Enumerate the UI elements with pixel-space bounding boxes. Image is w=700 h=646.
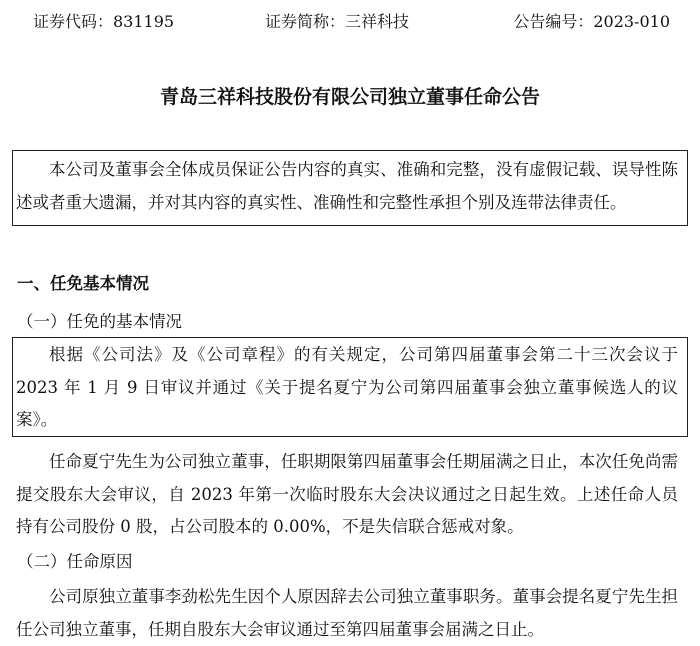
- statement-text: 本公司及董事会全体成员保证公告内容的真实、准确和完整，没有虚假记载、误导性陈述或者重大遗漏，并对其内容的真实性、准确性和完整性承担个别及连带法律责任。: [16, 160, 678, 212]
- stock-code: 证券代码：831195: [33, 12, 175, 31]
- document-title: 青岛三祥科技股份有限公司独立董事任命公告: [159, 86, 540, 108]
- reason-paragraph: 公司原独立董事李劲松先生因个人原因辞去公司独立董事职务。董事会提名夏宁先生担任公司独立董事，任期自股东大会审议通过至第四届董事会届满之日止。: [16, 587, 678, 639]
- section-heading-1: 一、任免基本情况: [17, 274, 149, 293]
- subsection-heading-2: （二）任命原因: [17, 552, 133, 571]
- stock-abbreviation: 证券简称：三祥科技: [265, 12, 410, 31]
- document-header: [33, 9, 670, 35]
- appointment-paragraph: 任命夏宁先生为公司独立董事，任职期限第四届董事会任期届满之日止，本次任免尚需提交股东大会审议，自 2023 年第一次临时股东大会决议通过之日起生效。上述任命人员持有公司股份 0 股，占公司股本的 0.00%，不是失信联合惩戒对象。: [16, 452, 678, 536]
- announcement-number: 公告编号：2023-010: [513, 12, 670, 31]
- resolution-paragraph: 根据《公司法》及《公司章程》的有关规定，公司第四届董事会第二十三次会议于 2023 年 1 月 9 日审议并通过《关于提名夏宁为公司第四届董事会独立董事候选人的议案》。: [16, 345, 678, 429]
- subsection-heading-1: （一）任免的基本情况: [17, 312, 182, 331]
